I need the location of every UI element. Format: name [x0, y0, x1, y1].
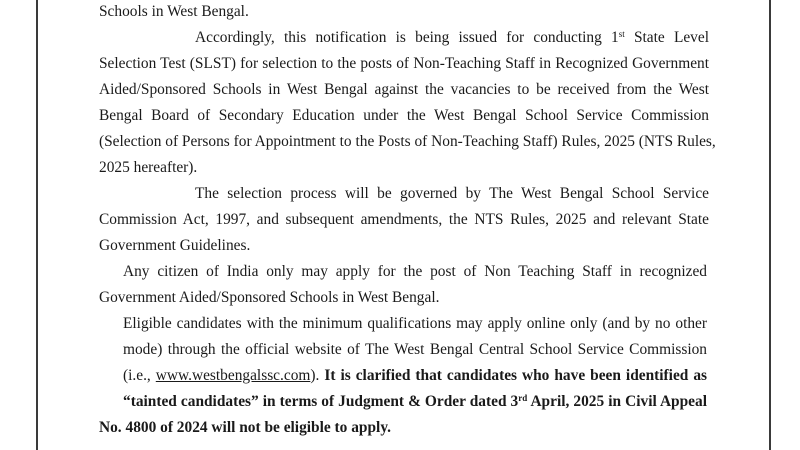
text-line: “tainted candidates” in terms of Judgment & Order dated 3rd April, 2025 in Civil Appeal: [123, 393, 707, 410]
text-line: Eligible candidates with the minimum qualifications may apply online only (and by no other: [123, 315, 707, 332]
text-line: The selection process will be governed by The West Bengal School Service: [195, 185, 709, 202]
text-line: Bengal Board of Secondary Education under the West Bengal School Service Commission: [99, 107, 709, 124]
text-line: Schools in West Bengal.: [99, 3, 249, 20]
text-line: (i.e., www.westbengalssc.com). It is clarified that candidates who have been identified as: [123, 367, 708, 384]
page-border-left: [36, 0, 38, 450]
text-line: Accordingly, this notification is being issued for conducting 1st State Level: [195, 29, 709, 46]
text-line: (Selection of Persons for Appointment to the Posts of Non-Teaching Staff) Rules, 2025 (NTS Rules,: [99, 133, 716, 150]
text-line: mode) through the official website of The West Bengal Central School Service Commission: [123, 341, 707, 358]
text-line: 2025 hereafter).: [99, 159, 198, 176]
website-link[interactable]: www.westbengalssc.com: [155, 367, 311, 384]
text-line: Commission Act, 1997, and subsequent amendments, the NTS Rules, 2025 and relevant State: [99, 211, 709, 228]
text-line: Government Guidelines.: [99, 237, 251, 254]
text-line: Selection Test (SLST) for selection to the posts of Non-Teaching Staff in Recognized Government: [99, 55, 709, 72]
text-line: Aided/Sponsored Schools in West Bengal against the vacancies to be received from the West: [99, 81, 709, 98]
page-border-right: [769, 0, 771, 450]
text-line: No. 4800 of 2024 will not be eligible to apply.: [99, 419, 392, 436]
text-line: Any citizen of India only may apply for the post of Non Teaching Staff in recognized: [123, 263, 707, 280]
text-line: Government Aided/Sponsored Schools in West Bengal.: [99, 289, 440, 306]
